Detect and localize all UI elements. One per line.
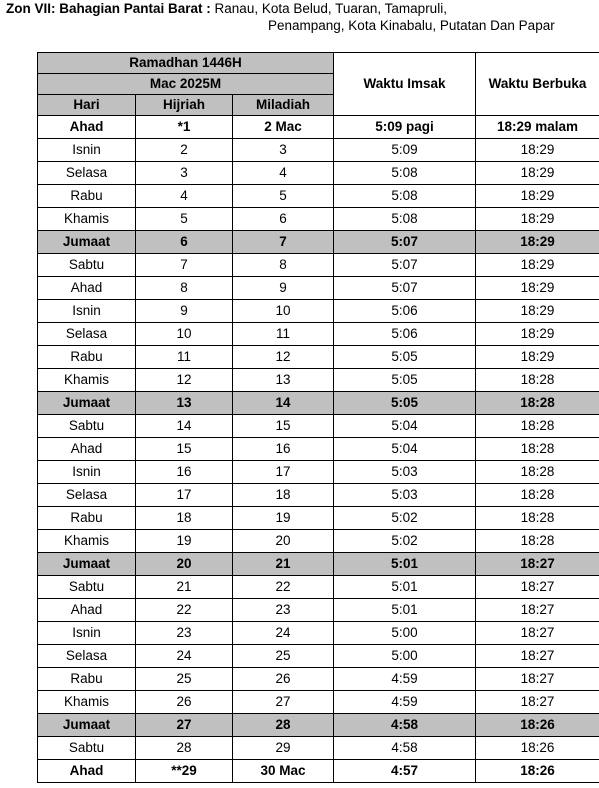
- hijriah-cell: *1: [136, 116, 233, 139]
- hijriah-cell: 26: [136, 691, 233, 714]
- table-row: [38, 139, 599, 162]
- hijriah-cell: 27: [136, 714, 233, 737]
- berbuka-cell: 18:28: [476, 369, 599, 392]
- miladiah-cell: 25: [233, 645, 334, 668]
- imsak-cell: 5:07: [334, 231, 476, 254]
- mac-header: Mac 2025M: [38, 74, 334, 95]
- imsak-header: Waktu Imsak: [334, 53, 476, 116]
- hari-cell: Khamis: [38, 691, 136, 714]
- zone-areas-1: Ranau, Kota Belud, Tuaran, Tamapruli,: [214, 1, 447, 16]
- hari-cell: Khamis: [38, 369, 136, 392]
- hari-cell: Jumaat: [38, 553, 136, 576]
- table-row: [38, 208, 599, 231]
- imsak-cell: 5:07: [334, 254, 476, 277]
- miladiah-cell: 3: [233, 139, 334, 162]
- table-row: [38, 576, 599, 599]
- imsak-cell: 5:07: [334, 277, 476, 300]
- table-row: [38, 185, 599, 208]
- berbuka-cell: 18:29: [476, 185, 599, 208]
- hari-cell: Ahad: [38, 116, 136, 139]
- table-row: [38, 346, 599, 369]
- table-row: [38, 323, 599, 346]
- berbuka-cell: 18:27: [476, 576, 599, 599]
- hari-cell: Khamis: [38, 208, 136, 231]
- hijriah-cell: 24: [136, 645, 233, 668]
- hijriah-cell: 28: [136, 737, 233, 760]
- miladiah-cell: 22: [233, 576, 334, 599]
- imsak-cell: 5:08: [334, 162, 476, 185]
- hari-cell: Ahad: [38, 438, 136, 461]
- imsak-cell: 5:05: [334, 392, 476, 415]
- zone-heading: [6, 0, 596, 34]
- imsak-cell: 4:58: [334, 737, 476, 760]
- imsak-cell: 5:00: [334, 622, 476, 645]
- imsak-cell: 5:09 pagi: [334, 116, 476, 139]
- imsak-cell: 5:04: [334, 438, 476, 461]
- zone-areas-2: Penampang, Kota Kinabalu, Putatan Dan Papar: [268, 18, 555, 33]
- table-row: [38, 737, 599, 760]
- hijriah-cell: 18: [136, 507, 233, 530]
- imsak-cell: 4:57: [334, 760, 476, 783]
- hijriah-cell: 9: [136, 300, 233, 323]
- miladiah-cell: 2 Mac: [233, 116, 334, 139]
- miladiah-cell: 12: [233, 346, 334, 369]
- table-row: [38, 507, 599, 530]
- table-row: [38, 668, 599, 691]
- imsak-cell: 5:06: [334, 300, 476, 323]
- imsak-cell: 5:03: [334, 484, 476, 507]
- hijriah-cell: 8: [136, 277, 233, 300]
- table-row: [38, 622, 599, 645]
- miladiah-cell: 8: [233, 254, 334, 277]
- hijriah-cell: 15: [136, 438, 233, 461]
- hari-cell: Jumaat: [38, 231, 136, 254]
- hijriah-cell: 4: [136, 185, 233, 208]
- imsak-cell: 5:05: [334, 346, 476, 369]
- zone-line-1: [6, 0, 596, 17]
- table-row: [38, 645, 599, 668]
- miladiah-cell: 5: [233, 185, 334, 208]
- berbuka-cell: 18:27: [476, 622, 599, 645]
- hari-cell: Isnin: [38, 461, 136, 484]
- hari-cell: Ahad: [38, 599, 136, 622]
- berbuka-cell: 18:29: [476, 300, 599, 323]
- hijriah-cell: 13: [136, 392, 233, 415]
- hari-cell: Jumaat: [38, 714, 136, 737]
- imsak-cell: 5:03: [334, 461, 476, 484]
- imsak-cell: 5:01: [334, 599, 476, 622]
- miladiah-cell: 16: [233, 438, 334, 461]
- berbuka-cell: 18:29: [476, 162, 599, 185]
- hijriah-cell: 3: [136, 162, 233, 185]
- hari-cell: Selasa: [38, 323, 136, 346]
- berbuka-cell: 18:27: [476, 668, 599, 691]
- hari-cell: Rabu: [38, 185, 136, 208]
- hijriah-cell: 25: [136, 668, 233, 691]
- imsak-cell: 5:08: [334, 185, 476, 208]
- imsak-cell: 4:59: [334, 691, 476, 714]
- hijriah-cell: 12: [136, 369, 233, 392]
- imsak-cell: 5:01: [334, 553, 476, 576]
- hijriah-cell: 2: [136, 139, 233, 162]
- hari-cell: Khamis: [38, 530, 136, 553]
- table-row: [38, 438, 599, 461]
- berbuka-cell: 18:28: [476, 438, 599, 461]
- hijriah-cell: 7: [136, 254, 233, 277]
- berbuka-cell: 18:27: [476, 691, 599, 714]
- table-row: [38, 392, 599, 415]
- header-row-1: [38, 53, 599, 74]
- table-row: [38, 714, 599, 737]
- hari-cell: Rabu: [38, 507, 136, 530]
- table-row: [38, 415, 599, 438]
- miladiah-cell: 17: [233, 461, 334, 484]
- imsak-cell: 5:02: [334, 507, 476, 530]
- imsak-cell: 5:04: [334, 415, 476, 438]
- table-row: [38, 162, 599, 185]
- berbuka-cell: 18:29: [476, 208, 599, 231]
- hari-cell: Rabu: [38, 668, 136, 691]
- hari-cell: Ahad: [38, 277, 136, 300]
- hari-cell: Selasa: [38, 484, 136, 507]
- hari-cell: Selasa: [38, 162, 136, 185]
- miladiah-cell: 7: [233, 231, 334, 254]
- berbuka-cell: 18:28: [476, 484, 599, 507]
- berbuka-cell: 18:26: [476, 760, 599, 783]
- timetable: [37, 52, 599, 783]
- hijriah-header: Hijriah: [136, 95, 233, 116]
- berbuka-cell: 18:27: [476, 553, 599, 576]
- hijriah-cell: 21: [136, 576, 233, 599]
- table-row: [38, 599, 599, 622]
- miladiah-cell: 6: [233, 208, 334, 231]
- table-row: [38, 369, 599, 392]
- table-row: [38, 553, 599, 576]
- miladiah-cell: 13: [233, 369, 334, 392]
- hari-cell: Jumaat: [38, 392, 136, 415]
- imsak-cell: 5:00: [334, 645, 476, 668]
- hijriah-cell: 16: [136, 461, 233, 484]
- berbuka-cell: 18:28: [476, 530, 599, 553]
- hijriah-cell: 17: [136, 484, 233, 507]
- timetable-body: [38, 116, 599, 783]
- hari-cell: Isnin: [38, 139, 136, 162]
- imsak-cell: 4:58: [334, 714, 476, 737]
- hijriah-cell: 23: [136, 622, 233, 645]
- imsak-cell: 4:59: [334, 668, 476, 691]
- hijriah-cell: 5: [136, 208, 233, 231]
- hari-cell: Rabu: [38, 346, 136, 369]
- berbuka-cell: 18:29: [476, 346, 599, 369]
- miladiah-cell: 14: [233, 392, 334, 415]
- miladiah-cell: 27: [233, 691, 334, 714]
- berbuka-cell: 18:29: [476, 323, 599, 346]
- miladiah-cell: 18: [233, 484, 334, 507]
- table-row: [38, 254, 599, 277]
- miladiah-cell: 30 Mac: [233, 760, 334, 783]
- miladiah-cell: 4: [233, 162, 334, 185]
- miladiah-cell: 26: [233, 668, 334, 691]
- hijriah-cell: 11: [136, 346, 233, 369]
- berbuka-cell: 18:29: [476, 139, 599, 162]
- miladiah-cell: 9: [233, 277, 334, 300]
- hijriah-cell: 14: [136, 415, 233, 438]
- miladiah-header: Miladiah: [233, 95, 334, 116]
- berbuka-cell: 18:28: [476, 507, 599, 530]
- hari-cell: Sabtu: [38, 254, 136, 277]
- berbuka-header: Waktu Berbuka: [476, 53, 599, 116]
- hari-cell: Sabtu: [38, 737, 136, 760]
- imsak-cell: 5:05: [334, 369, 476, 392]
- hijriah-cell: **29: [136, 760, 233, 783]
- berbuka-cell: 18:29: [476, 254, 599, 277]
- imsak-cell: 5:06: [334, 323, 476, 346]
- berbuka-cell: 18:27: [476, 599, 599, 622]
- table-row: [38, 484, 599, 507]
- hijriah-cell: 6: [136, 231, 233, 254]
- miladiah-cell: 29: [233, 737, 334, 760]
- berbuka-cell: 18:28: [476, 392, 599, 415]
- imsak-cell: 5:09: [334, 139, 476, 162]
- table-row: [38, 231, 599, 254]
- hari-header: Hari: [38, 95, 136, 116]
- miladiah-cell: 19: [233, 507, 334, 530]
- zone-label: Zon VII: Bahagian Pantai Barat :: [6, 1, 211, 16]
- table-row: [38, 277, 599, 300]
- hijriah-cell: 22: [136, 599, 233, 622]
- miladiah-cell: 24: [233, 622, 334, 645]
- miladiah-cell: 28: [233, 714, 334, 737]
- imsak-cell: 5:01: [334, 576, 476, 599]
- miladiah-cell: 15: [233, 415, 334, 438]
- ramadhan-header: Ramadhan 1446H: [38, 53, 334, 74]
- miladiah-cell: 20: [233, 530, 334, 553]
- hari-cell: Isnin: [38, 622, 136, 645]
- hari-cell: Sabtu: [38, 415, 136, 438]
- table-row: [38, 691, 599, 714]
- hijriah-cell: 19: [136, 530, 233, 553]
- hari-cell: Isnin: [38, 300, 136, 323]
- table-row: [38, 300, 599, 323]
- imsak-cell: 5:08: [334, 208, 476, 231]
- berbuka-cell: 18:29 malam: [476, 116, 599, 139]
- miladiah-cell: 23: [233, 599, 334, 622]
- table-row: [38, 760, 599, 783]
- table-row: [38, 461, 599, 484]
- miladiah-cell: 21: [233, 553, 334, 576]
- hijriah-cell: 20: [136, 553, 233, 576]
- hijriah-cell: 10: [136, 323, 233, 346]
- imsak-cell: 5:02: [334, 530, 476, 553]
- table-row: [38, 116, 599, 139]
- berbuka-cell: 18:29: [476, 277, 599, 300]
- hari-cell: Selasa: [38, 645, 136, 668]
- berbuka-cell: 18:26: [476, 737, 599, 760]
- berbuka-cell: 18:28: [476, 415, 599, 438]
- berbuka-cell: 18:27: [476, 645, 599, 668]
- berbuka-cell: 18:29: [476, 231, 599, 254]
- hari-cell: Sabtu: [38, 576, 136, 599]
- hari-cell: Ahad: [38, 760, 136, 783]
- miladiah-cell: 11: [233, 323, 334, 346]
- miladiah-cell: 10: [233, 300, 334, 323]
- table-row: [38, 530, 599, 553]
- berbuka-cell: 18:26: [476, 714, 599, 737]
- berbuka-cell: 18:28: [476, 461, 599, 484]
